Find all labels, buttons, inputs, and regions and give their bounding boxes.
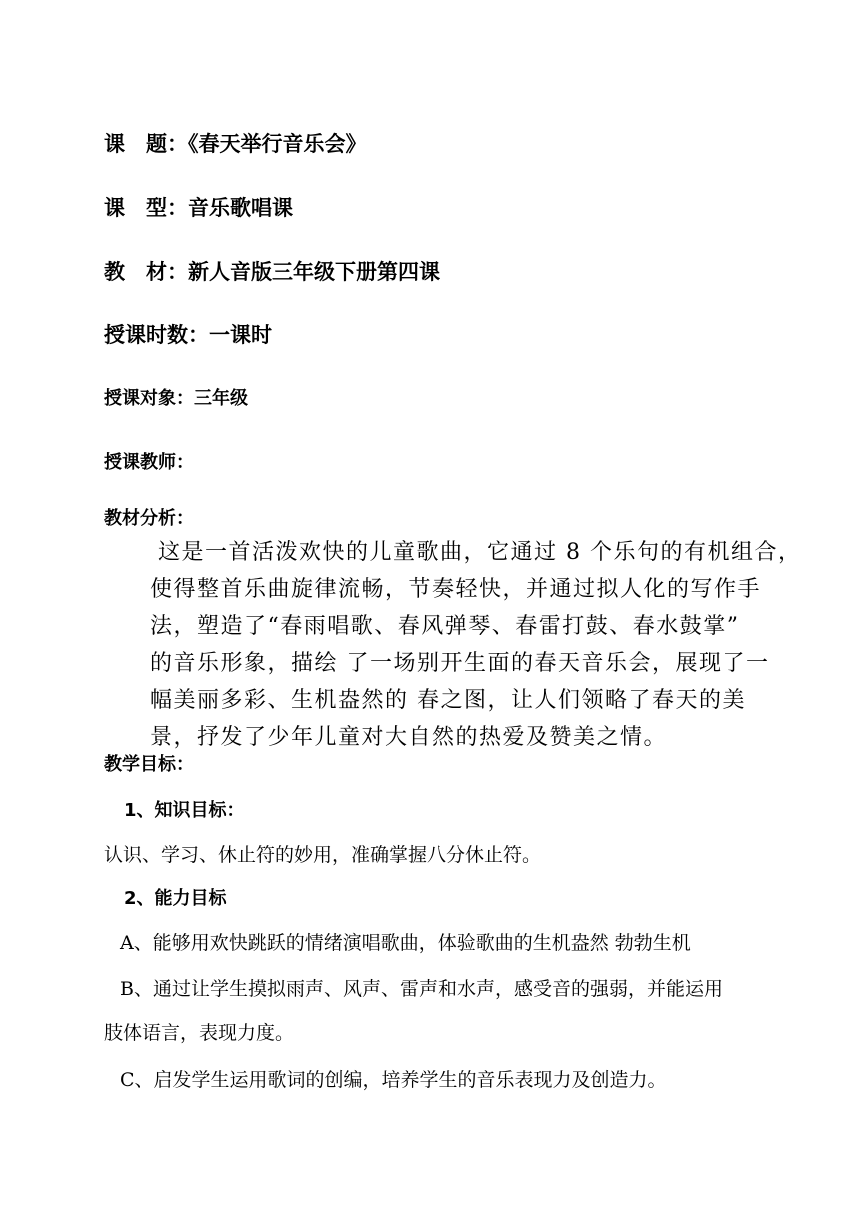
material-label-b: 材： — [146, 260, 188, 284]
type-label-b: 型： — [146, 196, 188, 220]
audience-row: 授课对象：三年级 — [104, 388, 248, 409]
title-label-a: 课 — [104, 132, 125, 156]
hours-row: 授课时数：一课时 — [104, 323, 272, 347]
knowledge-goal-heading: 1、知识目标： — [124, 800, 245, 821]
analysis-line: 法，塑造了“春雨唱歌、春风弹琴、春雷打鼓、春水鼓掌” — [150, 614, 740, 639]
ability-goal-b-line2: 肢体语言，表现力度。 — [104, 1022, 295, 1044]
goals-heading: 教学目标： — [104, 754, 194, 775]
title-row — [104, 134, 367, 155]
knowledge-goal-text: 认识、学习、休止符的妙用，准确掌握八分休止符。 — [104, 844, 542, 866]
type-row — [104, 198, 293, 219]
ability-goal-heading: 2、能力目标 — [124, 888, 227, 909]
ability-goal-a: A、能够用欢快跳跃的情绪演唱歌曲，体验歌曲的生机盎然 勃勃生机 — [120, 932, 691, 954]
title-label-b: 题： — [146, 132, 188, 156]
analysis-line: 幅美丽多彩、生机盎然的 春之图，让人们领略了春天的美 — [150, 688, 746, 713]
analysis-line: 景，抒发了少年儿童对大自然的热爱及赞美之情。 — [150, 725, 668, 750]
analysis-line: 的音乐形象，描绘 了一场别开生面的春天音乐会，展现了一 — [150, 651, 770, 676]
analysis-line: 这是一首活泼欢快的儿童歌曲，它通过 8 个乐句的有机组合， — [158, 540, 802, 565]
material-label-a: 教 — [104, 260, 125, 284]
lesson-material: 新人音版三年级下册第四课 — [188, 260, 440, 284]
ability-goal-c: C、启发学生运用歌词的创编，培养学生的音乐表现力及创造力。 — [120, 1069, 667, 1091]
teacher-row: 授课教师： — [104, 452, 194, 473]
analysis-line: 使得整首乐曲旋律流畅，节奏轻快，并通过拟人化的写作手 — [150, 577, 762, 602]
analysis-heading: 教材分析： — [104, 508, 194, 529]
lesson-title: 《春天举行音乐会》 — [188, 132, 367, 156]
lesson-type: 音乐歌唱课 — [188, 196, 293, 220]
type-label-a: 课 — [104, 196, 125, 220]
material-row — [104, 262, 440, 283]
ability-goal-b-line1: B、通过让学生摸拟雨声、风声、雷声和水声，感受音的强弱，并能运用 — [120, 978, 723, 1000]
